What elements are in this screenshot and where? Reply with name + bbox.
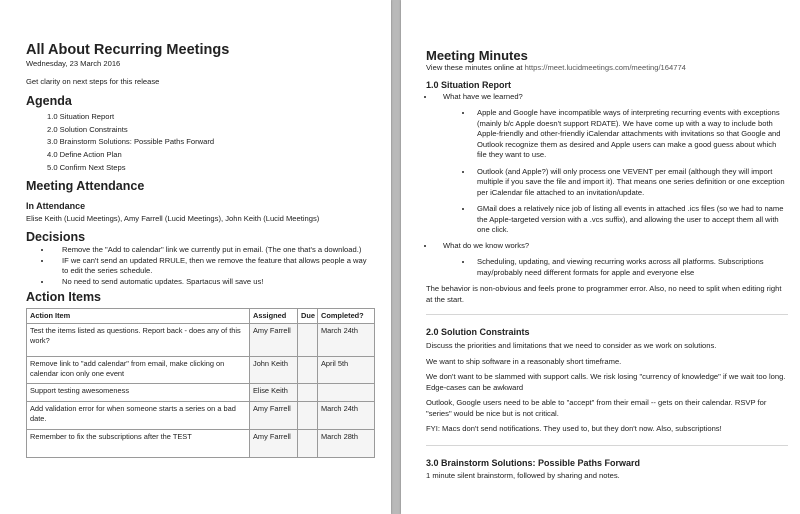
action-item-cell: Add validation error for when someone starts a series on a bad date. — [27, 402, 250, 430]
meeting-title: All About Recurring Meetings — [26, 42, 230, 58]
assigned-cell: Amy Farrell — [250, 324, 298, 357]
table-row — [27, 384, 375, 402]
action-item-cell: Support testing awesomeness — [27, 384, 250, 402]
online-link-line — [426, 63, 788, 74]
assigned-cell: John Keith — [250, 357, 298, 384]
agenda-item: 2.0 Solution Constraints — [47, 124, 128, 134]
behavior-note: The behavior is non-obvious and feels prone to programmer error. Also, no need to split when editing right at the start. — [426, 284, 782, 304]
works-question-list — [426, 241, 788, 252]
situation-list — [426, 92, 788, 103]
in-attendance-label: In Attendance — [26, 200, 86, 211]
attendee-names: Elise Keith (Lucid Meetings), Amy Farrell (Lucid Meetings), John Keith (Lucid Meetings) — [26, 213, 320, 223]
question-item: • What do we know works? — [435, 241, 788, 252]
action-items-table — [26, 308, 375, 458]
assigned-cell: Elise Keith — [250, 384, 298, 402]
completed-cell: March 28th — [318, 430, 375, 458]
meeting-goal: Get clarity on next steps for this release — [26, 76, 160, 86]
section-heading-constraints: 2.0 Solution Constraints — [426, 327, 530, 337]
action-item-cell: Remember to fix the subscriptions after the TEST — [27, 430, 250, 458]
due-cell — [298, 430, 318, 458]
minutes-title: Meeting Minutes — [426, 48, 528, 63]
works-item: • Scheduling, updating, and viewing recurring works across all platforms. Subscriptions may/probably need different formats for apple and everyone else — [473, 257, 788, 278]
column-header: Assigned — [250, 309, 298, 324]
decision-item: • Remove the "Add to calendar" link we currently put in email. (The one that's a download.) — [52, 245, 374, 256]
attendance-heading: Meeting Attendance — [26, 178, 145, 193]
completed-cell: March 24th — [318, 402, 375, 430]
online-link-prefix: View these minutes online at — [426, 63, 523, 72]
constraints-paragraph: FYI: Macs don't send notifications. They used to, but they don't now. Also, subscriptions! — [426, 424, 722, 433]
completed-cell: April 5th — [318, 357, 375, 384]
column-header: Due — [298, 309, 318, 324]
section-divider — [426, 445, 788, 446]
completed-cell: March 24th — [318, 324, 375, 357]
constraints-paragraph: We want to ship software in a reasonably short timeframe. — [426, 356, 622, 366]
left-page-content — [26, 42, 374, 458]
question-item: • What have we learned? — [435, 92, 788, 103]
column-header: Action Item — [27, 309, 250, 324]
brainstorm-paragraph: 1 minute silent brainstorm, followed by sharing and notes. — [426, 470, 620, 480]
assigned-cell: Amy Farrell — [250, 430, 298, 458]
learned-list — [426, 108, 788, 236]
agenda-item: 4.0 Define Action Plan — [47, 150, 122, 160]
agenda-item: 3.0 Brainstorm Solutions: Possible Paths Forward — [47, 137, 215, 147]
right-document-page — [401, 0, 800, 514]
section-heading-brainstorm: 3.0 Brainstorm Solutions: Possible Paths Forward — [426, 457, 641, 468]
table-row — [27, 430, 375, 458]
decision-item: • IF we can't send an updated RRULE, then we remove the feature that allows people a way to edit the series schedule. — [52, 256, 374, 277]
constraints-paragraph: We don't want to be slammed with support calls. We risk losing "currency of knowledge" if we wait too long. Edge-cases can be awkward — [426, 372, 786, 392]
due-cell — [298, 384, 318, 402]
constraints-paragraph: Discuss the priorities and limitations that we need to consider as we work on solutions. — [426, 341, 717, 350]
decision-item: • No need to send automatic updates. Spartacus will save us! — [52, 277, 374, 288]
meeting-date: Wednesday, 23 March 2016 — [26, 59, 121, 68]
decisions-list — [26, 245, 374, 287]
works-list — [426, 257, 788, 278]
action-items-heading: Action Items — [26, 290, 102, 305]
table-row — [27, 357, 375, 384]
completed-cell — [318, 384, 375, 402]
table-row — [27, 402, 375, 430]
learned-item: • Apple and Google have incompatible ways of interpreting recurring events with exceptions (mainly b/c Apple doesn't support RDATE). We have come up with a way to include both Apple-friendly and other-friendly iCalendar attachments with invitations so that Google and Outlook recognize them as desired and Apple users can make a good guess about which file they want to use. — [473, 108, 788, 161]
right-page-content — [426, 48, 788, 481]
section-heading-situation: 1.0 Situation Report — [426, 79, 512, 90]
left-document-page — [0, 0, 391, 514]
action-item-cell: Remove link to "add calendar" from email, make clicking on calendar icon only one event — [27, 357, 250, 384]
table-row — [27, 324, 375, 357]
agenda-item: 5.0 Confirm Next Steps — [47, 162, 126, 172]
assigned-cell: Amy Farrell — [250, 402, 298, 430]
constraints-paragraph: Outlook, Google users need to be able to "accept" from their email -- gets on their calendar. RSVP for "series" would be nice but is not critical. — [426, 398, 767, 418]
due-cell — [298, 402, 318, 430]
agenda-item: 1.0 Situation Report — [47, 112, 115, 121]
learned-item: • Outlook (and Apple?) will only process one VEVENT per email (although they will import multiple if you save the file and import it). That means one series definition or one exception per iCalendar file attached to an invitation/update. — [473, 167, 788, 199]
due-cell — [298, 357, 318, 384]
agenda-heading: Agenda — [26, 94, 72, 108]
minutes-url-link[interactable]: https://meet.lucidmeetings.com/meeting/164774 — [524, 63, 686, 72]
action-item-cell: Test the items listed as questions. Report back - does any of this work? — [27, 324, 250, 357]
decisions-heading: Decisions — [26, 230, 86, 245]
table-header-row — [27, 309, 375, 324]
agenda-list — [26, 111, 374, 175]
section-divider — [426, 314, 788, 315]
due-cell — [298, 324, 318, 357]
learned-item: • GMail does a relatively nice job of listing all events in attached .ics files (so we had to name the Apple-targeted version with a .vcs suffix), and allowing the user to accept them all with one click. — [473, 204, 788, 236]
column-header: Completed? — [318, 309, 375, 324]
